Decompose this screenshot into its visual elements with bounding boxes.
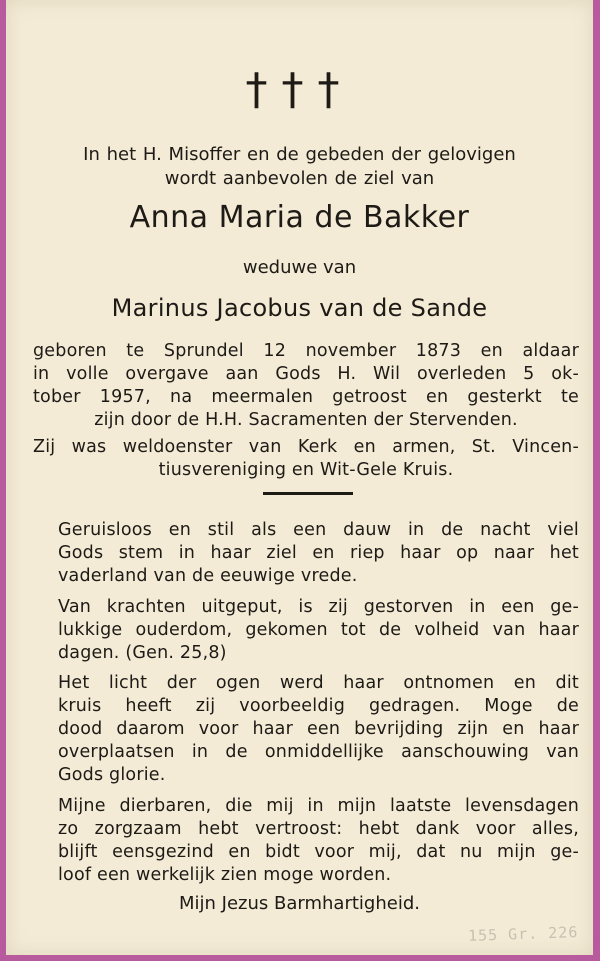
paragraph-light	[58, 672, 579, 787]
intro-line-1: In het H. Misoffer en de gebeden der gelovigen	[83, 144, 516, 165]
spouse-name: Marinus Jacobus van de Sande	[111, 294, 488, 322]
paragraph-line: Gods stem in haar ziel en riep haar op naar het	[58, 543, 579, 563]
charity-text	[33, 436, 579, 482]
paragraph-line: Gods glorie.	[58, 765, 166, 785]
intro-line-2: wordt aanbevolen de ziel van	[164, 168, 435, 189]
paragraph-line: lukkige ouderdom, gekomen tot de volheid van haar	[58, 620, 579, 640]
widow-of-label: weduwe van	[242, 257, 357, 278]
paragraph-farewell	[58, 795, 579, 887]
paragraph-line: Geruisloos en stil als een dauw in de nacht viel	[58, 520, 579, 540]
biography-line: zijn door de H.H. Sacramenten der Stervenden.	[94, 410, 518, 430]
paragraph-line: vaderland van de eeuwige vrede.	[58, 566, 358, 586]
cross-icon: †	[281, 64, 318, 115]
closing-prayer: Mijn Jezus Barmhartigheid.	[179, 893, 420, 914]
paragraph-line: dood daarom voor haar een bevrijding zijn en haar	[58, 719, 579, 739]
charity-line: tiusvereniging en Wit-Gele Kruis.	[158, 460, 454, 480]
biography-line: tober 1957, na meermalen getroost en gesterkt te	[33, 387, 579, 407]
biography-line: in volle overgave aan Gods H. Wil overleden 5 ok-	[33, 364, 579, 384]
paragraph-line: loof een werkelijk zien moge worden.	[58, 865, 392, 885]
memorial-card	[6, 0, 593, 955]
intro-text	[6, 143, 593, 191]
paragraph-line: kruis heeft zij voorbeeldig gedragen. Moge de	[58, 696, 579, 716]
crosses	[6, 64, 593, 115]
paragraph-line: overplaatsen in de onmiddellijke aanschouwing van	[58, 742, 579, 762]
cross-icon: †	[317, 64, 354, 115]
charity-line: Zij was weldoenster van Kerk en armen, St. Vincen-	[33, 437, 579, 457]
paragraph-line: zo zorgzaam hebt vertroost: hebt dank voor alles,	[58, 819, 579, 839]
paragraph-line: Mijne dierbaren, die mij in mijn laatste levensdagen	[58, 796, 579, 816]
archive-stamp: 155 Gr. 226	[467, 923, 579, 945]
divider	[263, 492, 353, 495]
paragraph-line: dagen. (Gen. 25,8)	[58, 643, 227, 663]
biography-line: geboren te Sprundel 12 november 1873 en aldaar	[33, 341, 579, 361]
paragraph-line: blijft eensgezind en bidt voor mij, dat nu mijn ge-	[58, 842, 579, 862]
paragraph-dew	[58, 519, 579, 588]
paragraph-line: Het licht der ogen werd haar ontnomen en dit	[58, 673, 579, 693]
paragraph-genesis	[58, 596, 579, 665]
cross-icon: †	[245, 64, 282, 115]
paragraph-line: Van krachten uitgeput, is zij gestorven in een ge-	[58, 597, 579, 617]
deceased-name: Anna Maria de Bakker	[129, 200, 470, 235]
biography	[33, 340, 579, 432]
